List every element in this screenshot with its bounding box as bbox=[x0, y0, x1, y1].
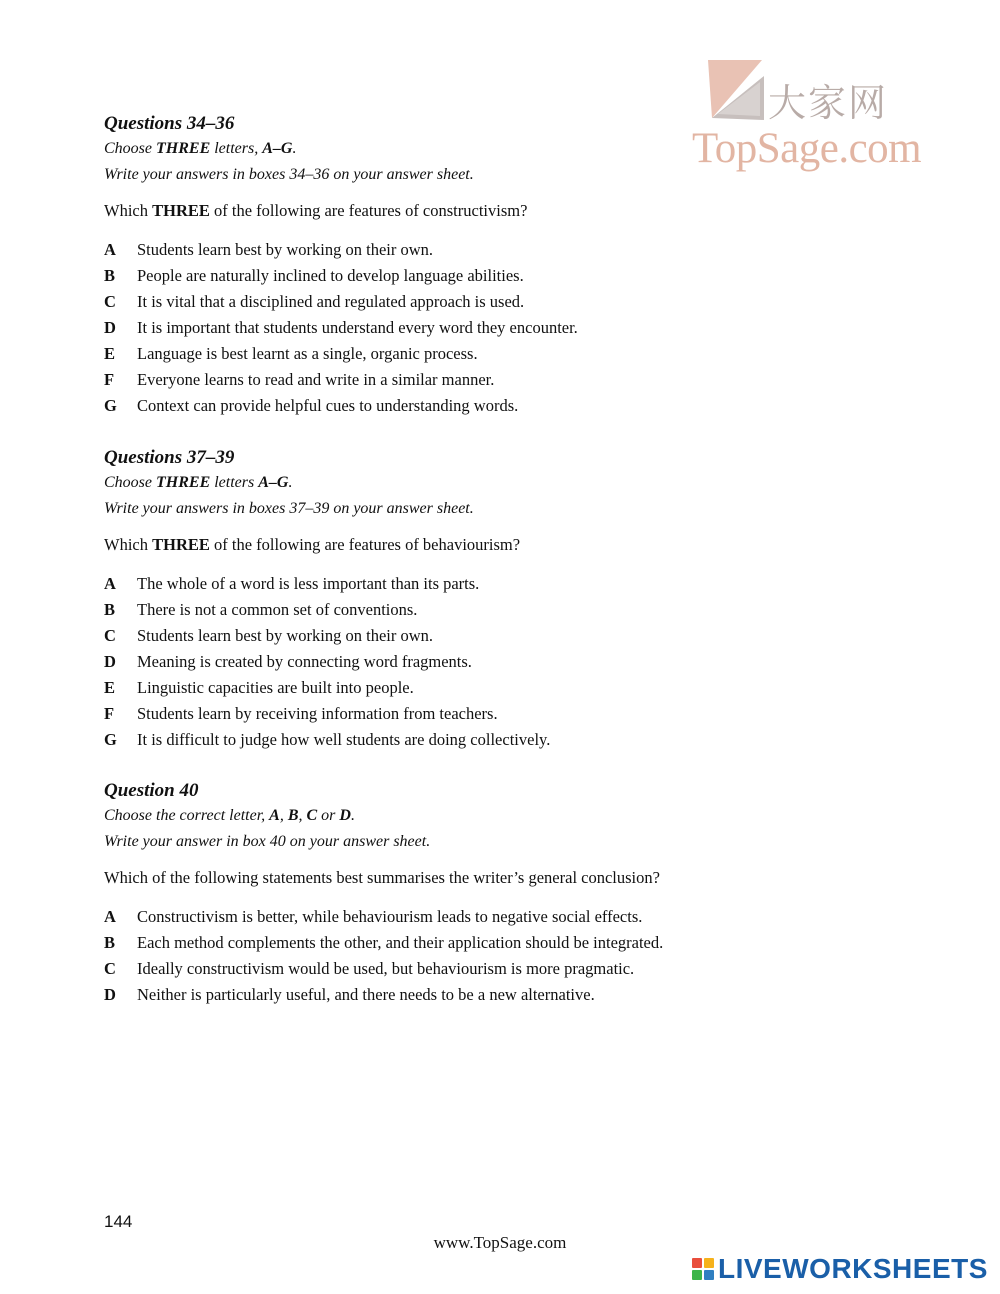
option-text: Linguistic capacities are built into people. bbox=[137, 678, 414, 697]
question-stem: Which THREE of the following are features of constructivism? bbox=[104, 201, 528, 220]
logo-square-red bbox=[692, 1258, 702, 1268]
option-text: Each method complements the other, and their application should be integrated. bbox=[137, 933, 664, 952]
instruction-write: Write your answers in boxes 37–39 on your answer sheet. bbox=[104, 500, 474, 517]
page-number: 144 bbox=[104, 1212, 133, 1231]
option-text: People are naturally inclined to develop language abilities. bbox=[137, 266, 524, 285]
liveworksheets-wordmark: LIVEWORKSHEETS bbox=[718, 1253, 988, 1284]
logo-square-yellow bbox=[704, 1258, 714, 1268]
option-letter: F bbox=[104, 704, 115, 723]
option-letter: C bbox=[104, 292, 116, 311]
instruction-choose: Choose the correct letter, A, B, C or D. bbox=[104, 807, 355, 824]
options-list bbox=[104, 237, 884, 419]
option-c bbox=[104, 956, 884, 982]
option-text: Neither is particularly useful, and there needs to be a new alternative. bbox=[137, 985, 595, 1004]
option-g bbox=[104, 393, 884, 419]
option-text: There is not a common set of conventions. bbox=[137, 600, 418, 619]
option-text: Ideally constructivism would be used, but behaviourism is more pragmatic. bbox=[137, 959, 635, 978]
option-letter: G bbox=[104, 396, 117, 415]
option-b bbox=[104, 930, 884, 956]
option-b bbox=[104, 597, 884, 623]
options-list bbox=[104, 904, 884, 1008]
option-text: Constructivism is better, while behaviourism leads to negative social effects. bbox=[137, 907, 643, 926]
option-text: It is important that students understand every word they encounter. bbox=[137, 318, 578, 337]
option-e bbox=[104, 341, 884, 367]
option-text: Context can provide helpful cues to understanding words. bbox=[137, 396, 519, 415]
logo-english-text: TopSage.com bbox=[692, 125, 922, 172]
option-letter: F bbox=[104, 370, 115, 389]
option-text: Meaning is created by connecting word fragments. bbox=[137, 652, 472, 671]
option-b bbox=[104, 263, 884, 289]
option-letter: B bbox=[104, 933, 116, 952]
logo-square-blue bbox=[704, 1270, 714, 1280]
question-stem: Which THREE of the following are features of behaviourism? bbox=[104, 535, 521, 554]
option-e bbox=[104, 675, 884, 701]
footer-url: www.TopSage.com bbox=[433, 1233, 567, 1252]
option-text: It is difficult to judge how well students are doing collectively. bbox=[137, 730, 551, 749]
option-letter: D bbox=[104, 652, 116, 671]
option-text: Language is best learnt as a single, organic process. bbox=[137, 344, 478, 363]
option-text: Students learn best by working on their own. bbox=[137, 626, 434, 645]
option-letter: C bbox=[104, 959, 116, 978]
section-heading: Questions 34–36 bbox=[104, 113, 235, 134]
instruction-choose: Choose THREE letters A–G. bbox=[104, 474, 293, 491]
logo-square-green bbox=[692, 1270, 702, 1280]
liveworksheets-brand[interactable] bbox=[692, 1254, 988, 1284]
option-a bbox=[104, 571, 884, 597]
option-letter: A bbox=[104, 574, 116, 593]
option-text: Everyone learns to read and write in a similar manner. bbox=[137, 370, 495, 389]
option-letter: D bbox=[104, 985, 116, 1004]
option-letter: G bbox=[104, 730, 117, 749]
section-heading: Question 40 bbox=[104, 780, 199, 801]
option-a bbox=[104, 904, 884, 930]
instruction-write: Write your answers in boxes 34–36 on your answer sheet. bbox=[104, 166, 474, 183]
option-letter: E bbox=[104, 678, 116, 697]
option-letter: B bbox=[104, 600, 116, 619]
option-a bbox=[104, 237, 884, 263]
logo-chinese-text: 大家网 bbox=[768, 81, 889, 125]
question-stem: Which of the following statements best summarises the writer’s general conclusion? bbox=[104, 868, 660, 887]
section-heading: Questions 37–39 bbox=[104, 447, 235, 468]
option-text: It is vital that a disciplined and regulated approach is used. bbox=[137, 292, 525, 311]
option-letter: C bbox=[104, 626, 116, 645]
option-letter: A bbox=[104, 240, 116, 259]
option-d bbox=[104, 649, 884, 675]
option-text: The whole of a word is less important than its parts. bbox=[137, 574, 480, 593]
option-c bbox=[104, 289, 884, 315]
questions-34-36-section bbox=[104, 112, 884, 419]
option-text: Students learn best by working on their own. bbox=[137, 240, 434, 259]
option-g bbox=[104, 727, 884, 753]
option-letter: A bbox=[104, 907, 116, 926]
option-d bbox=[104, 315, 884, 341]
instruction-write: Write your answer in box 40 on your answer sheet. bbox=[104, 833, 431, 850]
options-list bbox=[104, 571, 884, 753]
option-c bbox=[104, 623, 884, 649]
instruction-choose: Choose THREE letters, A–G. bbox=[104, 140, 297, 157]
option-text: Students learn by receiving information from teachers. bbox=[137, 704, 498, 723]
option-letter: D bbox=[104, 318, 116, 337]
question-40-section bbox=[104, 779, 884, 1008]
option-letter: B bbox=[104, 266, 116, 285]
option-f bbox=[104, 701, 884, 727]
option-letter: E bbox=[104, 344, 116, 363]
option-f bbox=[104, 367, 884, 393]
option-d bbox=[104, 982, 884, 1008]
questions-37-39-section bbox=[104, 446, 884, 753]
liveworksheets-logo-icon bbox=[692, 1258, 714, 1280]
